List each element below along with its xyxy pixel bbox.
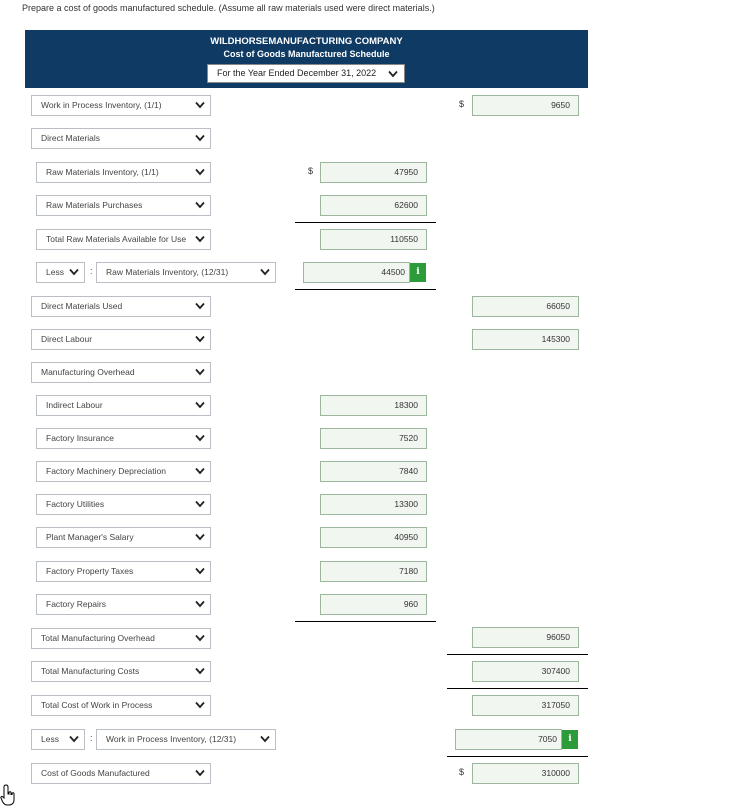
chevron-down-icon — [195, 335, 205, 343]
currency-symbol: $ — [459, 767, 465, 777]
hand-cursor-icon — [0, 784, 18, 806]
raw-end-label: Raw Materials Inventory, (12/31) — [106, 267, 229, 277]
raw-begin-input[interactable]: 47950 — [320, 162, 427, 183]
instruction-text: Prepare a cost of goods manufactured schedule. (Assume all raw materials used were direct materials.) — [22, 3, 435, 13]
raw-end-select[interactable] — [96, 262, 276, 283]
chevron-down-icon — [260, 268, 270, 276]
mfg-overhead-label: Manufacturing Overhead — [41, 367, 135, 377]
raw-purchases-input[interactable]: 62600 — [320, 195, 427, 216]
currency-symbol: $ — [308, 166, 314, 176]
dm-used-select[interactable] — [31, 296, 211, 317]
plant-manager-salary-label: Plant Manager's Salary — [46, 532, 134, 542]
cogm-label: Cost of Goods Manufactured — [41, 768, 150, 778]
raw-end-operator-select[interactable] — [36, 262, 85, 283]
chevron-down-icon — [195, 701, 205, 709]
factory-repairs-select[interactable] — [36, 594, 211, 615]
chevron-down-icon — [195, 168, 205, 176]
chevron-down-icon — [195, 667, 205, 675]
total-wip-label: Total Cost of Work in Process — [41, 700, 153, 710]
factory-insurance-input[interactable]: 7520 — [320, 428, 427, 449]
property-taxes-input[interactable]: 7180 — [320, 561, 427, 582]
chevron-down-icon — [195, 467, 205, 475]
wip-begin-input[interactable]: 9650 — [472, 95, 579, 116]
subtotal-rule — [295, 289, 436, 290]
property-taxes-select[interactable] — [36, 561, 211, 582]
total-overhead-label: Total Manufacturing Overhead — [41, 633, 155, 643]
direct-materials-select[interactable] — [31, 128, 211, 149]
wip-end-label: Work in Process Inventory, (12/31) — [106, 734, 237, 744]
indirect-labour-input[interactable]: 18300 — [320, 395, 427, 416]
chevron-down-icon — [195, 634, 205, 642]
wip-begin-label: Work in Process Inventory, (1/1) — [41, 100, 162, 110]
dm-used-label: Direct Materials Used — [41, 301, 123, 311]
total-mfg-costs-input[interactable]: 307400 — [472, 661, 579, 682]
machinery-depreciation-label: Factory Machinery Depreciation — [46, 466, 166, 476]
raw-available-input[interactable]: 110550 — [320, 229, 427, 250]
info-icon[interactable]: i — [562, 730, 578, 749]
raw-available-label: Total Raw Materials Available for Use — [46, 234, 187, 244]
property-taxes-label: Factory Property Taxes — [46, 566, 134, 576]
dm-used-input[interactable]: 66050 — [472, 296, 579, 317]
chevron-down-icon — [195, 600, 205, 608]
raw-end-input[interactable]: 44500 — [303, 262, 410, 283]
factory-utilities-input[interactable]: 13300 — [320, 494, 427, 515]
schedule-title: Cost of Goods Manufactured Schedule — [223, 49, 390, 59]
factory-insurance-select[interactable] — [36, 428, 211, 449]
raw-begin-label: Raw Materials Inventory, (1/1) — [46, 167, 159, 177]
chevron-down-icon — [69, 735, 79, 743]
chevron-down-icon — [195, 302, 205, 310]
subtotal-rule — [295, 222, 436, 223]
total-overhead-select[interactable] — [31, 628, 211, 649]
factory-utilities-select[interactable] — [36, 494, 211, 515]
wip-end-operator-label: Less — [41, 734, 59, 744]
wip-begin-select[interactable] — [31, 95, 211, 116]
subtotal-rule — [295, 621, 436, 622]
direct-labour-label: Direct Labour — [41, 334, 93, 344]
total-mfg-costs-select[interactable] — [31, 661, 211, 682]
factory-repairs-input[interactable]: 960 — [320, 594, 427, 615]
machinery-depreciation-select[interactable] — [36, 461, 211, 482]
factory-utilities-label: Factory Utilities — [46, 499, 105, 509]
chevron-down-icon — [69, 268, 79, 276]
chevron-down-icon — [388, 70, 398, 78]
total-wip-input[interactable]: 317050 — [472, 695, 579, 716]
plant-manager-salary-select[interactable] — [36, 527, 211, 548]
total-wip-select[interactable] — [31, 695, 211, 716]
total-overhead-input[interactable]: 96050 — [472, 627, 579, 648]
wip-end-input[interactable]: 7050 — [455, 729, 562, 750]
chevron-down-icon — [195, 434, 205, 442]
direct-labour-select[interactable] — [31, 329, 211, 350]
subtotal-rule — [447, 654, 588, 655]
schedule-header — [25, 30, 588, 88]
factory-repairs-label: Factory Repairs — [46, 599, 106, 609]
indirect-labour-label: Indirect Labour — [46, 400, 103, 410]
chevron-down-icon — [195, 567, 205, 575]
raw-purchases-select[interactable] — [36, 195, 211, 216]
cogm-select[interactable] — [31, 763, 211, 784]
chevron-down-icon — [260, 735, 270, 743]
wip-end-operator-select[interactable] — [31, 729, 85, 750]
wip-end-select[interactable] — [96, 729, 276, 750]
indirect-labour-select[interactable] — [36, 395, 211, 416]
company-name: WILDHORSEMANUFACTURING COMPANY — [210, 36, 403, 47]
separator-colon: : — [90, 266, 93, 276]
direct-materials-label: Direct Materials — [41, 133, 101, 143]
cogm-input[interactable]: 310000 — [472, 763, 579, 784]
mfg-overhead-select[interactable] — [31, 362, 211, 383]
chevron-down-icon — [195, 533, 205, 541]
chevron-down-icon — [195, 101, 205, 109]
raw-end-operator-label: Less — [46, 267, 64, 277]
chevron-down-icon — [195, 401, 205, 409]
period-select[interactable] — [207, 64, 405, 83]
machinery-depreciation-input[interactable]: 7840 — [320, 461, 427, 482]
separator-colon: : — [90, 733, 93, 743]
raw-begin-select[interactable] — [36, 162, 211, 183]
plant-manager-salary-input[interactable]: 40950 — [320, 527, 427, 548]
raw-available-select[interactable] — [36, 229, 211, 250]
chevron-down-icon — [195, 201, 205, 209]
chevron-down-icon — [195, 235, 205, 243]
raw-purchases-label: Raw Materials Purchases — [46, 200, 143, 210]
subtotal-rule — [447, 688, 588, 689]
subtotal-rule — [447, 756, 588, 757]
period-label: For the Year Ended December 31, 2022 — [217, 68, 377, 78]
factory-insurance-label: Factory Insurance — [46, 433, 115, 443]
chevron-down-icon — [195, 368, 205, 376]
chevron-down-icon — [195, 500, 205, 508]
currency-symbol: $ — [459, 99, 465, 109]
direct-labour-input[interactable]: 145300 — [472, 329, 579, 350]
info-icon[interactable]: i — [410, 263, 426, 282]
chevron-down-icon — [195, 134, 205, 142]
chevron-down-icon — [195, 769, 205, 777]
total-mfg-costs-label: Total Manufacturing Costs — [41, 666, 140, 676]
